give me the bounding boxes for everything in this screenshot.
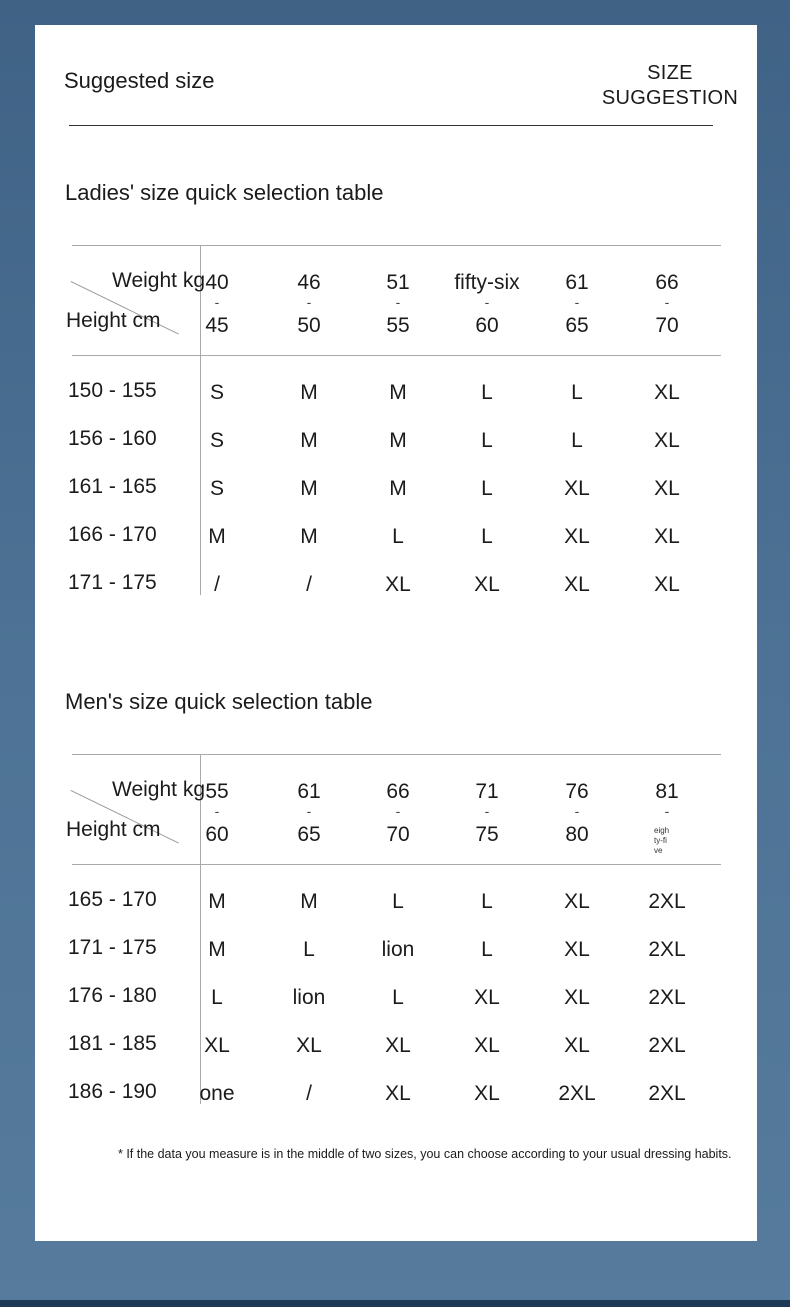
mens-weight-to: 80 bbox=[565, 823, 589, 846]
size-card bbox=[35, 25, 757, 1241]
mens-size-cell: L bbox=[392, 986, 404, 1009]
ladies-size-cell: XL bbox=[474, 573, 500, 596]
mens-weight-from: 76 bbox=[565, 780, 589, 803]
mens-weight-from: 61 bbox=[297, 780, 321, 803]
mens-row-height: 181 - 185 bbox=[68, 1032, 157, 1055]
ladies-size-cell: L bbox=[481, 525, 493, 548]
mens-size-cell: M bbox=[208, 938, 226, 961]
ladies-weight-to: 50 bbox=[297, 314, 321, 337]
mens-size-cell: lion bbox=[381, 938, 415, 961]
mens-size-cell: one bbox=[199, 1082, 235, 1105]
ladies-weight-to: 65 bbox=[565, 314, 589, 337]
mens-weight-to: 65 bbox=[297, 823, 321, 846]
ladies-table-title: Ladies' size quick selection table bbox=[65, 180, 384, 205]
mens-row-height: 186 - 190 bbox=[68, 1080, 157, 1103]
mens-size-cell: XL bbox=[385, 1034, 411, 1057]
ladies-size-cell: L bbox=[481, 477, 493, 500]
page-title: Suggested size bbox=[64, 68, 215, 93]
ladies-size-cell: XL bbox=[654, 477, 680, 500]
mens-size-cell: XL bbox=[296, 1034, 322, 1057]
ladies-size-cell: M bbox=[300, 381, 318, 404]
ladies-weight-dash: - bbox=[214, 294, 220, 310]
ladies-header-border bbox=[72, 355, 721, 356]
ladies-size-cell: XL bbox=[654, 573, 680, 596]
footnote: * If the data you measure is in the middle of two sizes, you can choose according to your usual dressing habits. bbox=[118, 1147, 732, 1161]
ladies-weight-from: 40 bbox=[205, 271, 229, 294]
mens-header-border bbox=[72, 864, 721, 865]
mens-weight-dash: - bbox=[664, 803, 670, 819]
ladies-weight-dash: - bbox=[484, 294, 490, 310]
ladies-weight-to: 55 bbox=[386, 314, 410, 337]
ladies-size-cell: M bbox=[300, 525, 318, 548]
ladies-row-height: 161 - 165 bbox=[68, 475, 157, 498]
mens-size-cell: XL bbox=[385, 1082, 411, 1105]
ladies-size-cell: XL bbox=[654, 381, 680, 404]
ladies-size-cell: XL bbox=[654, 525, 680, 548]
mens-size-cell: 2XL bbox=[648, 890, 686, 913]
ladies-weight-dash: - bbox=[395, 294, 401, 310]
ladies-size-cell: L bbox=[481, 429, 493, 452]
ladies-size-cell: M bbox=[389, 477, 407, 500]
mens-weight-label: Weight kg bbox=[112, 778, 205, 801]
mens-weight-dash: - bbox=[306, 803, 312, 819]
mens-size-cell: XL bbox=[474, 1082, 500, 1105]
ladies-weight-from: 61 bbox=[565, 271, 589, 294]
mens-weight-dash: - bbox=[214, 803, 220, 819]
ladies-weight-from: 46 bbox=[297, 271, 321, 294]
ladies-size-cell: M bbox=[389, 381, 407, 404]
ladies-size-cell: XL bbox=[385, 573, 411, 596]
ladies-weight-from: fifty-six bbox=[454, 271, 520, 294]
mens-weight-to: 75 bbox=[475, 823, 499, 846]
mens-size-cell: 2XL bbox=[558, 1082, 596, 1105]
ladies-weight-label: Weight kg bbox=[112, 269, 205, 292]
size-suggestion-line1: SIZE bbox=[647, 62, 693, 84]
ladies-weight-dash: - bbox=[664, 294, 670, 310]
mens-table-title: Men's size quick selection table bbox=[65, 689, 373, 714]
mens-size-cell: XL bbox=[474, 986, 500, 1009]
ladies-top-border bbox=[72, 245, 721, 246]
mens-size-cell: M bbox=[300, 890, 318, 913]
ladies-height-label: Height cm bbox=[66, 309, 161, 332]
ladies-size-cell: XL bbox=[564, 573, 590, 596]
mens-size-cell: XL bbox=[204, 1034, 230, 1057]
mens-weight-to: 60 bbox=[205, 823, 229, 846]
ladies-size-cell: L bbox=[571, 381, 583, 404]
mens-height-label: Height cm bbox=[66, 818, 161, 841]
ladies-weight-from: 51 bbox=[386, 271, 410, 294]
mens-size-cell: 2XL bbox=[648, 938, 686, 961]
mens-size-cell: L bbox=[303, 938, 315, 961]
mens-weight-dash: - bbox=[395, 803, 401, 819]
mens-size-cell: XL bbox=[564, 986, 590, 1009]
ladies-row-height: 166 - 170 bbox=[68, 523, 157, 546]
mens-size-cell: XL bbox=[564, 938, 590, 961]
mens-row-height: 171 - 175 bbox=[68, 936, 157, 959]
mens-size-cell: XL bbox=[564, 1034, 590, 1057]
size-suggestion-label bbox=[595, 61, 745, 111]
ladies-row-height: 171 - 175 bbox=[68, 571, 157, 594]
ladies-size-cell: S bbox=[209, 381, 224, 404]
mens-size-cell: XL bbox=[564, 890, 590, 913]
mens-row-height: 165 - 170 bbox=[68, 888, 157, 911]
header-divider bbox=[69, 125, 713, 126]
ladies-size-cell: / bbox=[214, 573, 220, 596]
mens-size-cell: M bbox=[208, 890, 226, 913]
ladies-weight-dash: - bbox=[574, 294, 580, 310]
mens-size-cell: L bbox=[481, 938, 493, 961]
ladies-size-cell: / bbox=[306, 573, 312, 596]
mens-size-cell: XL bbox=[474, 1034, 500, 1057]
mens-size-cell: L bbox=[392, 890, 404, 913]
mens-size-cell: 2XL bbox=[648, 1034, 686, 1057]
mens-weight-to: 70 bbox=[386, 823, 410, 846]
size-suggestion-line2: SUGGESTION bbox=[601, 87, 739, 109]
mens-size-cell: 2XL bbox=[648, 986, 686, 1009]
ladies-size-cell: M bbox=[300, 429, 318, 452]
mens-weight-from: 66 bbox=[386, 780, 410, 803]
mens-weight-dash: - bbox=[484, 803, 490, 819]
mens-size-cell: 2XL bbox=[648, 1082, 686, 1105]
ladies-weight-to: 45 bbox=[205, 314, 229, 337]
mens-size-cell: L bbox=[211, 986, 223, 1009]
ladies-size-cell: S bbox=[209, 477, 224, 500]
mens-weight-from: 55 bbox=[205, 780, 229, 803]
ladies-weight-to: 60 bbox=[475, 314, 499, 337]
mens-top-border bbox=[72, 754, 721, 755]
ladies-size-cell: XL bbox=[654, 429, 680, 452]
bottom-bar bbox=[0, 1300, 790, 1307]
mens-weight-to: eigh ty-fi ve bbox=[654, 826, 670, 855]
ladies-row-height: 156 - 160 bbox=[68, 427, 157, 450]
ladies-size-cell: XL bbox=[564, 525, 590, 548]
ladies-size-cell: L bbox=[392, 525, 404, 548]
ladies-size-cell: M bbox=[208, 525, 226, 548]
ladies-weight-dash: - bbox=[306, 294, 312, 310]
ladies-size-cell: M bbox=[389, 429, 407, 452]
ladies-size-cell: L bbox=[571, 429, 583, 452]
mens-size-cell: L bbox=[481, 890, 493, 913]
mens-weight-from: 81 bbox=[655, 780, 679, 803]
ladies-size-cell: S bbox=[209, 429, 224, 452]
ladies-weight-from: 66 bbox=[655, 271, 679, 294]
mens-weight-dash: - bbox=[574, 803, 580, 819]
ladies-weight-to: 70 bbox=[655, 314, 679, 337]
ladies-row-height: 150 - 155 bbox=[68, 379, 157, 402]
ladies-size-cell: XL bbox=[564, 477, 590, 500]
mens-weight-from: 71 bbox=[475, 780, 499, 803]
ladies-size-cell: M bbox=[300, 477, 318, 500]
mens-size-cell: / bbox=[306, 1082, 312, 1105]
mens-size-cell: lion bbox=[292, 986, 326, 1009]
mens-row-height: 176 - 180 bbox=[68, 984, 157, 1007]
ladies-size-cell: L bbox=[481, 381, 493, 404]
